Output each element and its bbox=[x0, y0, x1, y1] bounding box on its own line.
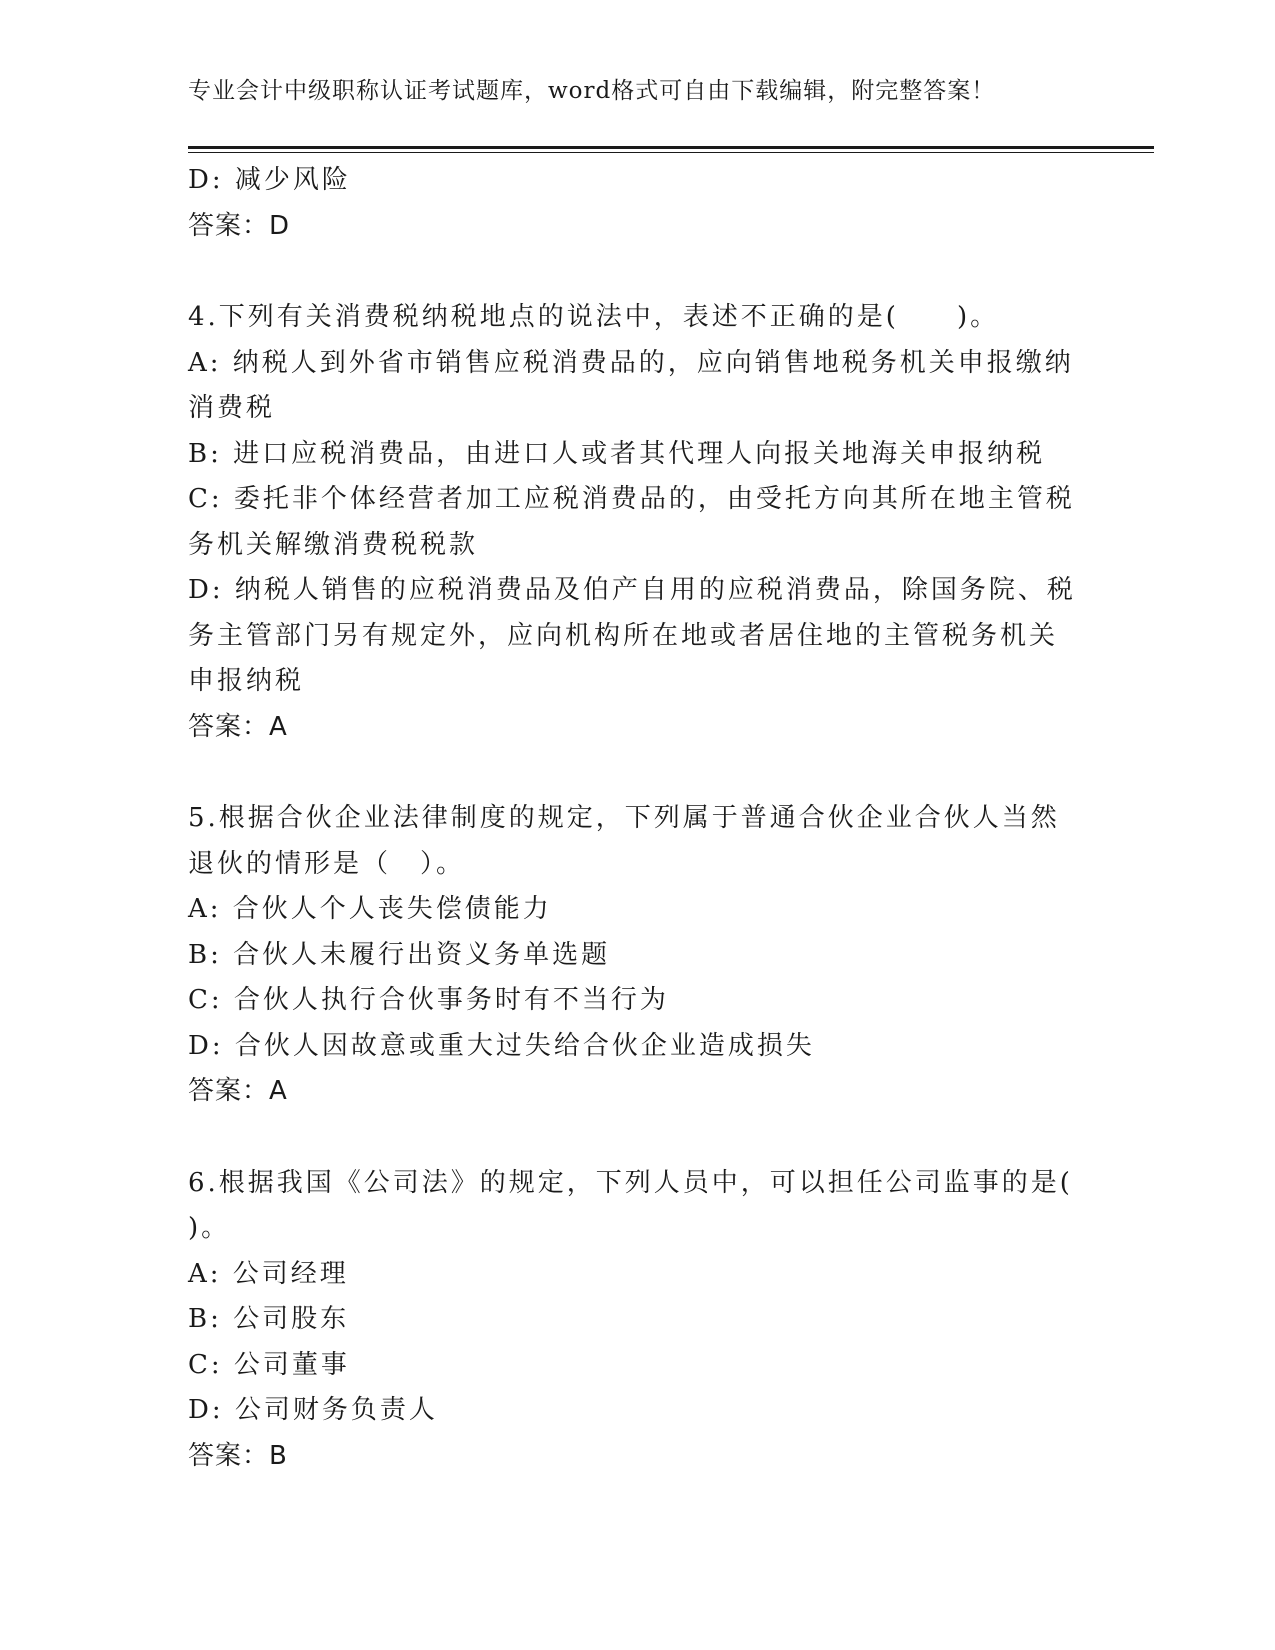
q6-answer: 答案：B bbox=[188, 1440, 288, 1471]
spacer bbox=[188, 750, 1088, 796]
header-rule-thick bbox=[188, 146, 1154, 149]
prev-answer: 答案：D bbox=[188, 210, 291, 241]
q4-option-c: C: 委托非个体经营者加工应税消费品的，由受托方向其所在地主管税 bbox=[188, 484, 1075, 514]
q4-option-b: B: 进口应税消费品，由进口人或者其代理人向报关地海关申报纳税 bbox=[188, 438, 1046, 469]
q5-stem-cont: 退伙的情形是（ ）。 bbox=[188, 848, 466, 879]
question-content bbox=[188, 158, 1088, 1479]
q5-option-b: B: 合伙人未履行出资义务单选题 bbox=[188, 939, 611, 970]
q5-option-a: A: 合伙人个人丧失偿债能力 bbox=[188, 894, 552, 924]
prev-option-d: D: 减少风险 bbox=[188, 165, 351, 195]
q4-option-d-cont2: 申报纳税 bbox=[188, 666, 305, 696]
spacer bbox=[188, 249, 1088, 295]
page-header: 专业会计中级职称认证考试题库，word格式可自由下载编辑，附完整答案！ bbox=[188, 78, 996, 104]
q5-answer: 答案：A bbox=[188, 1076, 288, 1106]
q5-option-c: C: 合伙人执行合伙事务时有不当行为 bbox=[188, 985, 669, 1015]
q5-option-d: D: 合伙人因故意或重大过失给合伙企业造成损失 bbox=[188, 1030, 815, 1061]
q4-option-c-cont: 务机关解缴消费税税款 bbox=[188, 529, 479, 560]
q6-option-a: A: 公司经理 bbox=[188, 1258, 349, 1289]
q6-stem-cont: )。 bbox=[188, 1213, 231, 1243]
q5-stem: 5.根据合伙企业法律制度的规定，下列属于普通合伙企业合伙人当然 bbox=[188, 803, 1060, 833]
q6-option-d: D: 公司财务负责人 bbox=[188, 1395, 438, 1425]
q4-option-a: A: 纳税人到外省市销售应税消费品的，应向销售地税务机关申报缴纳 bbox=[188, 347, 1074, 378]
q4-option-a-cont: 消费税 bbox=[188, 393, 276, 423]
q6-option-b: B: 公司股东 bbox=[188, 1304, 350, 1334]
q6-stem: 6.根据我国《公司法》的规定，下列人员中，可以担任公司监事的是( bbox=[188, 1167, 1073, 1198]
q4-option-d-cont: 务主管部门另有规定外，应向机构所在地或者居住地的主管税务机关 bbox=[188, 620, 1059, 651]
q4-stem: 4.下列有关消费税纳税地点的说法中，表述不正确的是( )。 bbox=[188, 302, 1000, 332]
q4-answer: 答案：A bbox=[188, 711, 288, 742]
q4-option-d: D: 纳税人销售的应税消费品及伯产自用的应税消费品，除国务院、税 bbox=[188, 575, 1076, 605]
header-rule-thin bbox=[188, 152, 1154, 153]
q6-option-c: C: 公司董事 bbox=[188, 1349, 350, 1380]
spacer bbox=[188, 1115, 1088, 1161]
